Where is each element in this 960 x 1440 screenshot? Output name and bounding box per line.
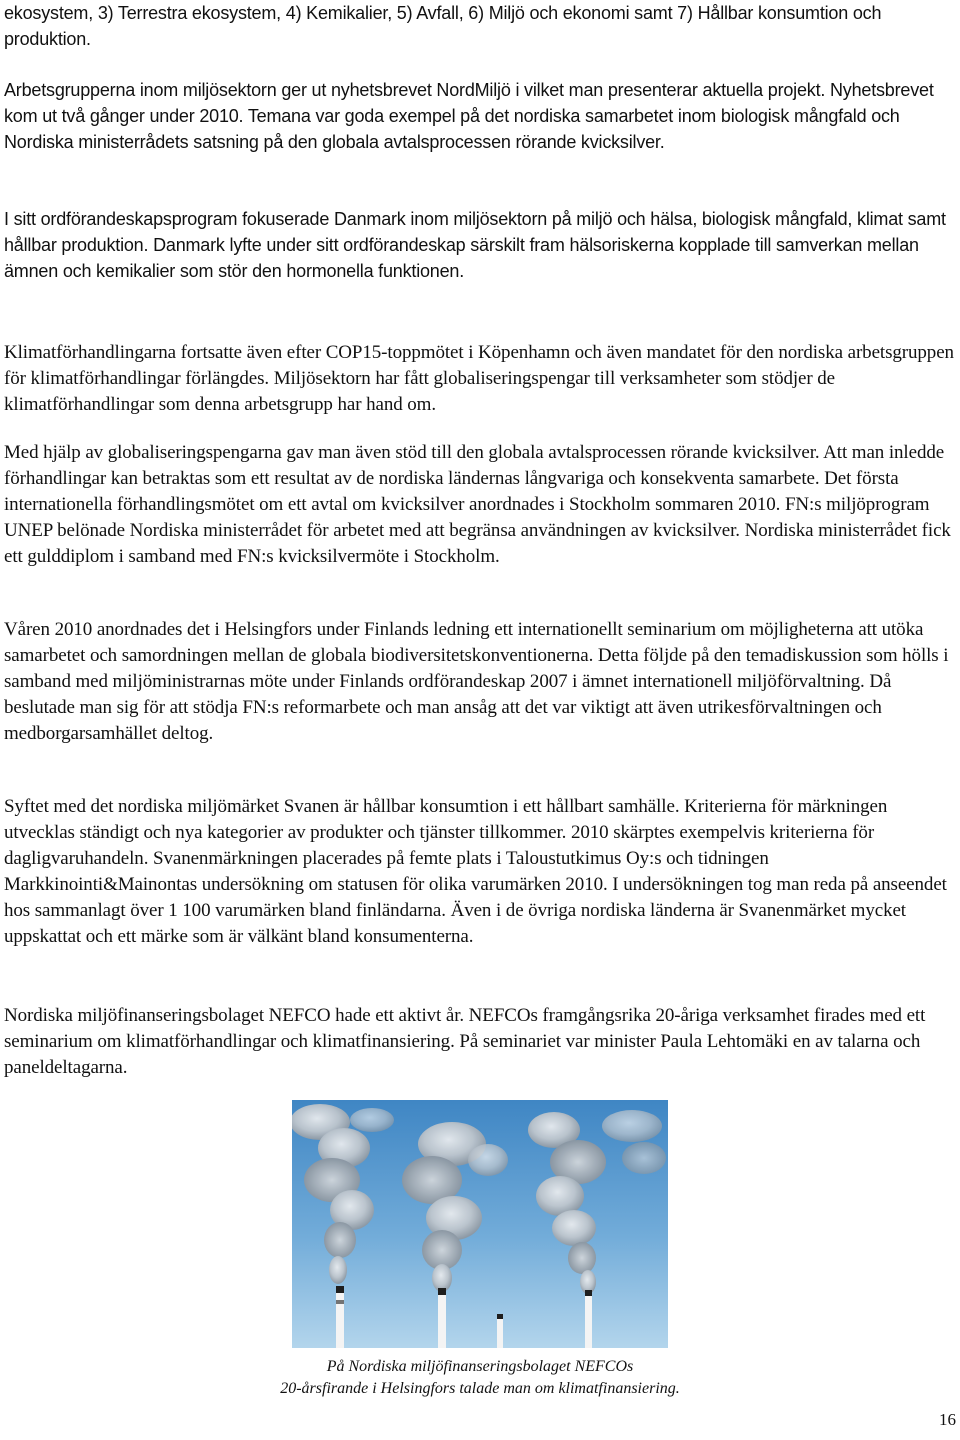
paragraph-nefco: Nordiska miljöfinanseringsbolaget NEFCO hade ett aktivt år. NEFCOs framgångsrika 20-åriga verksamhet firades med ett seminarium om klimatförhandlingar och klimatfinansiering. På seminariet var minister Paula Lehtomäki en av talarna och paneldeltagarna.	[4, 1005, 926, 1078]
smokestacks-photo	[292, 1100, 668, 1348]
page-number: 16	[939, 1410, 956, 1429]
chimney-center	[438, 1288, 446, 1348]
chimney-right-short	[497, 1314, 503, 1348]
chimney-right-tall	[585, 1290, 592, 1348]
paragraph-danmark-chairmanship: I sitt ordförandeskapsprogram fokuserade Danmark inom miljösektorn på miljö och hälsa, biologisk mångfald, klimat samt hållbar produktion. Danmark lyfte under sitt ordförandeskap särskilt fram hälsoriskerna kopplade till samverkan mellan ämnen och kemikalier som stör den hormonella funktionen.	[4, 209, 946, 281]
figure-caption-line-2: 20-årsfirande i Helsingfors talade man om klimatfinansiering.	[280, 1380, 680, 1397]
paragraph-intro-list: ekosystem, 3) Terrestra ekosystem, 4) Kemikalier, 5) Avfall, 6) Miljö och ekonomi samt 7) Hållbar konsumtion och produktion.	[4, 3, 882, 49]
smokestacks-illustration	[292, 1100, 668, 1348]
figure-caption-line-1: På Nordiska miljöfinanseringsbolaget NEFCOs	[326, 1358, 634, 1375]
paragraph-mercury-process: Med hjälp av globaliseringspengarna gav man även stöd till den globala avtalsprocessen rörande kvicksilver. Att man inledde förhandlingar kan betraktas som ett resultat av de nordiska ländernas långvariga och konsekventa samarbete. Det första internationella förhandlingsmötet om ett avtal om kvicksilver anordnades i Stockholm sommaren 2010. FN:s miljöprogram UNEP belönade Nordiska ministerrådet för arbetet med att begränsa användningen av kvicksilver. Nordiska ministerrådet fick ett gulddiplom i samband med FN:s kvicksilvermöte i Stockholm.	[4, 442, 951, 567]
paragraph-helsinki-seminar: Våren 2010 anordnades det i Helsingfors under Finlands ledning ett internationellt seminarium om möjligheterna att utöka samarbetet och samordningen mellan de globala biodiversitetskonventionerna. Detta följde på den temadiskussion som hölls i samband med miljöministrarnas möte under Finlands ordförandeskap 2007 i ämnet internationell miljöförvaltning. Då beslutade man sig för att stödja FN:s reformarbete och man ansåg att det var viktigt att även utrikesförvaltningen och medborgarsamhället deltog.	[4, 619, 949, 744]
paragraph-climate-negotiations: Klimatförhandlingarna fortsatte även efter COP15-toppmötet i Köpenhamn och även mandatet för den nordiska arbetsgruppen för klimatförhandlingar förlängdes. Miljösektorn har fått globaliseringspengar till verksamheter som stödjer de klimatförhandlingar som denna arbetsgrupp har hand om.	[4, 342, 954, 415]
paragraph-nordmiljo-newsletter: Arbetsgrupperna inom miljösektorn ger ut nyhetsbrevet NordMiljö i vilket man presenterar aktuella projekt. Nyhetsbrevet kom ut två gånger under 2010. Temana var goda exempel på det nordiska samarbetet inom biologisk mångfald och Nordiska ministerrådets satsning på den globala avtalsprocessen rörande kvicksilver.	[4, 80, 934, 152]
paragraph-svanen-ecolabel: Syftet med det nordiska miljömärket Svanen är hållbar konsumtion i ett hållbart samhälle. Kriterierna för märkningen utvecklas ständigt och nya kategorier av produkter och tjänster tillkommer. 2010 skärptes exempelvis kriterierna för dagligvaruhandeln. Svanenmärkningen placerades på femte plats i Taloustutkimus Oy:s och tidningen Markkinointi&Mainontas undersökning om statusen för olika varumärken 2010. I undersökningen tog man reda på anseendet hos sammanlagt över 1 100 varumärken bland finländarna. Även i de övriga nordiska länderna är Svanenmärket mycket uppskattat och ett märke som är välkänt bland konsumenterna.	[4, 796, 947, 947]
chimney-left	[336, 1286, 344, 1348]
